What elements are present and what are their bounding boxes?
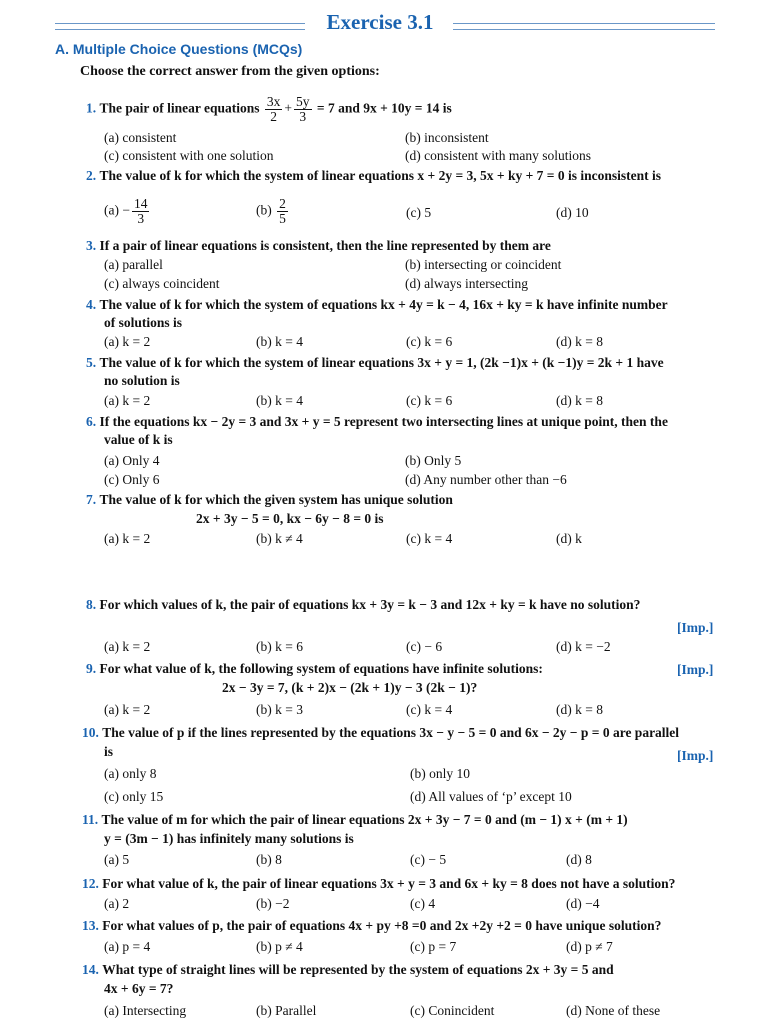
option-d: (d) All values of ‘p’ except 10: [410, 789, 572, 804]
question-11: 11. The value of m for which the pair of linear equations 2x + 3y − 7 = 0 and (m − 1) x + (m + 1): [82, 812, 628, 827]
question-1: 1. The pair of linear equations $\frac{3x}{2}$ + $\frac{5y}{3}$ = 7 and 9x + 10y = 14 is: [86, 94, 452, 124]
option-d: (d) always intersecting: [405, 276, 528, 291]
question-3: 3. If a pair of linear equations is consistent, then the line represented by them are: [86, 238, 551, 253]
option-b: (b) intersecting or coincident: [405, 257, 562, 272]
option-b: (b) p ≠ 4: [256, 939, 303, 954]
option-d: (d) Any number other than −6: [405, 472, 567, 487]
imp-badge: [Imp.]: [677, 748, 714, 763]
option-b: (b) k = 3: [256, 702, 303, 717]
option-a: (a) k = 2: [104, 531, 151, 546]
question-text-cont: value of k is: [104, 432, 173, 447]
option-d: (d) −4: [566, 896, 600, 911]
question-text: If a pair of linear equations is consistent, then the line represented by them are: [99, 238, 551, 253]
option-a: (a) k = 2: [104, 334, 151, 349]
option-a: (a) p = 4: [104, 939, 151, 954]
option-b: (b) $\frac{2}{5}$: [256, 196, 286, 226]
exercise-header: [55, 8, 715, 38]
option-d: (d) None of these: [566, 1003, 661, 1018]
question-text: For which values of k, the pair of equations kx + 3y = k − 3 and 12x + ky = k have no solution?: [99, 597, 641, 612]
option-c: (c) Only 6: [104, 472, 160, 487]
imp-badge: [Imp.]: [677, 620, 714, 635]
question-8: 8. For which values of k, the pair of equations kx + 3y = k − 3 and 12x + ky = k have no solution?: [86, 597, 641, 612]
option-b: (b) k = 4: [256, 393, 303, 408]
question-10: 10. The value of p if the lines represented by the equations 3x − y − 5 = 0 and 6x − 2y − p = 0 are parallel: [82, 725, 680, 740]
option-a: (a) consistent: [104, 130, 177, 145]
option-b: (b) −2: [256, 896, 290, 911]
section-heading: A. Multiple Choice Questions (MCQs): [55, 41, 303, 57]
question-text: The value of k for which the given system has unique solution: [99, 492, 453, 507]
question-13: 13. For what values of p, the pair of equations 4x + py +8 =0 and 2x +2y +2 = 0 have unique solution?: [82, 918, 662, 933]
equation: 2x − 3y = 7, (k + 2)x − (2k + 1)y − 3 (2k − 1)?: [222, 680, 478, 695]
option-c: (c) only 15: [104, 789, 164, 804]
equation: 2x + 3y − 5 = 0, kx − 6y − 8 = 0 is: [196, 511, 384, 526]
question-text: The value of k for which the system of equations kx + 4y = k − 4, 16x + ky = k have infinite number: [99, 297, 668, 312]
option-b: (b) k = 6: [256, 639, 303, 654]
question-5: 5. The value of k for which the system of linear equations 3x + y = 1, (2k −1)x + (k −1)y = 2k + 1 have: [86, 355, 664, 370]
option-c: (c) k = 4: [406, 531, 453, 546]
question-7: 7. The value of k for which the given system has unique solution: [86, 492, 453, 507]
option-d: (d) k = −2: [556, 639, 611, 654]
option-c: (c) − 6: [406, 639, 443, 654]
option-d: (d) k: [556, 531, 582, 546]
question-text-cont: of solutions is: [104, 315, 183, 330]
option-c: (c) 4: [410, 896, 436, 911]
question-text-end: = 7 and 9x + 10y = 14 is: [316, 100, 452, 116]
question-4: 4. The value of k for which the system of equations kx + 4y = k − 4, 16x + ky = k have infinite number: [86, 297, 668, 312]
question-14: 14. What type of straight lines will be represented by the system of equations 2x + 3y = 5 and: [82, 962, 614, 977]
option-c: (c) k = 6: [406, 393, 453, 408]
question-9: 9. For what value of k, the following system of equations have infinite solutions:: [86, 661, 543, 676]
option-d: (d) consistent with many solutions: [405, 148, 591, 163]
option-a: (a) k = 2: [104, 639, 151, 654]
question-text-cont: 4x + 6y = 7?: [104, 981, 174, 996]
question-text-cont: y = (3m − 1) has infinitely many solutions is: [104, 831, 354, 846]
option-b: (b) k = 4: [256, 334, 303, 349]
option-a: (a) k = 2: [104, 702, 151, 717]
option-d: (d) k = 8: [556, 393, 603, 408]
question-text-cont: is: [104, 744, 114, 759]
title-rule-left: [55, 23, 305, 30]
page-title: Exercise 3.1: [326, 10, 434, 34]
question-text: The value of k for which the system of linear equations x + 2y = 3, 5x + ky + 7 = 0 is inconsistent is: [99, 168, 661, 183]
option-b: (b) Parallel: [256, 1003, 317, 1018]
question-text: The value of p if the lines represented by the equations 3x − y − 5 = 0 and 6x − 2y − p = 0 are parallel: [102, 725, 680, 740]
option-c: (c) consistent with one solution: [104, 148, 274, 163]
option-c: (c) p = 7: [410, 939, 457, 954]
question-6: 6. If the equations kx − 2y = 3 and 3x + y = 5 represent two intersecting lines at unique point, then the: [86, 414, 668, 429]
option-d: (d) k = 8: [556, 702, 603, 717]
question-text-cont: no solution is: [104, 373, 180, 388]
option-c: (c) k = 4: [406, 702, 453, 717]
question-text: The pair of linear equations: [99, 100, 260, 116]
question-text: For what values of p, the pair of equations 4x + py +8 =0 and 2x +2y +2 = 0 have unique solution?: [102, 918, 662, 933]
option-c: (c) 5: [406, 205, 432, 220]
option-b: (b) inconsistent: [405, 130, 489, 145]
option-b: (b) 8: [256, 852, 282, 867]
option-a: (a) Intersecting: [104, 1003, 187, 1018]
option-a: (a) only 8: [104, 766, 157, 781]
question-text: What type of straight lines will be represented by the system of equations 2x + 3y = 5 and: [102, 962, 614, 977]
option-a: (a) k = 2: [104, 393, 151, 408]
option-d: (d) 10: [556, 205, 589, 220]
option-d: (d) 8: [566, 852, 592, 867]
question-2: 2. The value of k for which the system of linear equations x + 2y = 3, 5x + ky + 7 = 0 is inconsistent is: [86, 168, 661, 183]
fraction: $\frac{3x}{2}$: [266, 94, 281, 124]
instruction: Choose the correct answer from the given options:: [80, 64, 380, 79]
option-a: (a) 2: [104, 896, 130, 911]
option-c: (c) always coincident: [104, 276, 220, 291]
option-c: (c) k = 6: [406, 334, 453, 349]
fraction: $\frac{5y}{3}$: [296, 94, 310, 124]
option-b: (b) only 10: [410, 766, 470, 781]
question-text: The value of m for which the pair of linear equations 2x + 3y − 7 = 0 and (m − 1) x + (m + 1): [101, 812, 628, 827]
imp-badge: [Imp.]: [677, 662, 714, 677]
title-rule-right: [453, 23, 715, 30]
option-a: (a) Only 4: [104, 453, 160, 468]
option-c: (c) Conincident: [410, 1003, 495, 1018]
question-text: The value of k for which the system of linear equations 3x + y = 1, (2k −1)x + (k −1)y = 2k + 1 have: [99, 355, 664, 370]
option-b: (b) k ≠ 4: [256, 531, 303, 546]
option-d: (d) k = 8: [556, 334, 603, 349]
fraction: $\frac{14}{3}$: [133, 196, 148, 226]
question-number: 1.: [86, 100, 97, 116]
option-b: (b) Only 5: [405, 453, 462, 468]
question-text: For what value of k, the pair of linear equations 3x + y = 3 and 6x + ky = 8 does not have a solution?: [102, 876, 676, 891]
question-text: For what value of k, the following system of equations have infinite solutions:: [99, 661, 543, 676]
option-a: (a) parallel: [104, 257, 163, 272]
option-a: (a) − $\frac{14}{3}$: [104, 196, 148, 226]
question-12: 12. For what value of k, the pair of linear equations 3x + y = 3 and 6x + ky = 8 does not have a solution?: [82, 876, 676, 891]
fraction: $\frac{2}{5}$: [279, 196, 286, 226]
option-a: (a) 5: [104, 852, 130, 867]
option-c: (c) − 5: [410, 852, 447, 867]
question-text: If the equations kx − 2y = 3 and 3x + y = 5 represent two intersecting lines at unique point, then the: [99, 414, 668, 429]
option-d: (d) p ≠ 7: [566, 939, 613, 954]
